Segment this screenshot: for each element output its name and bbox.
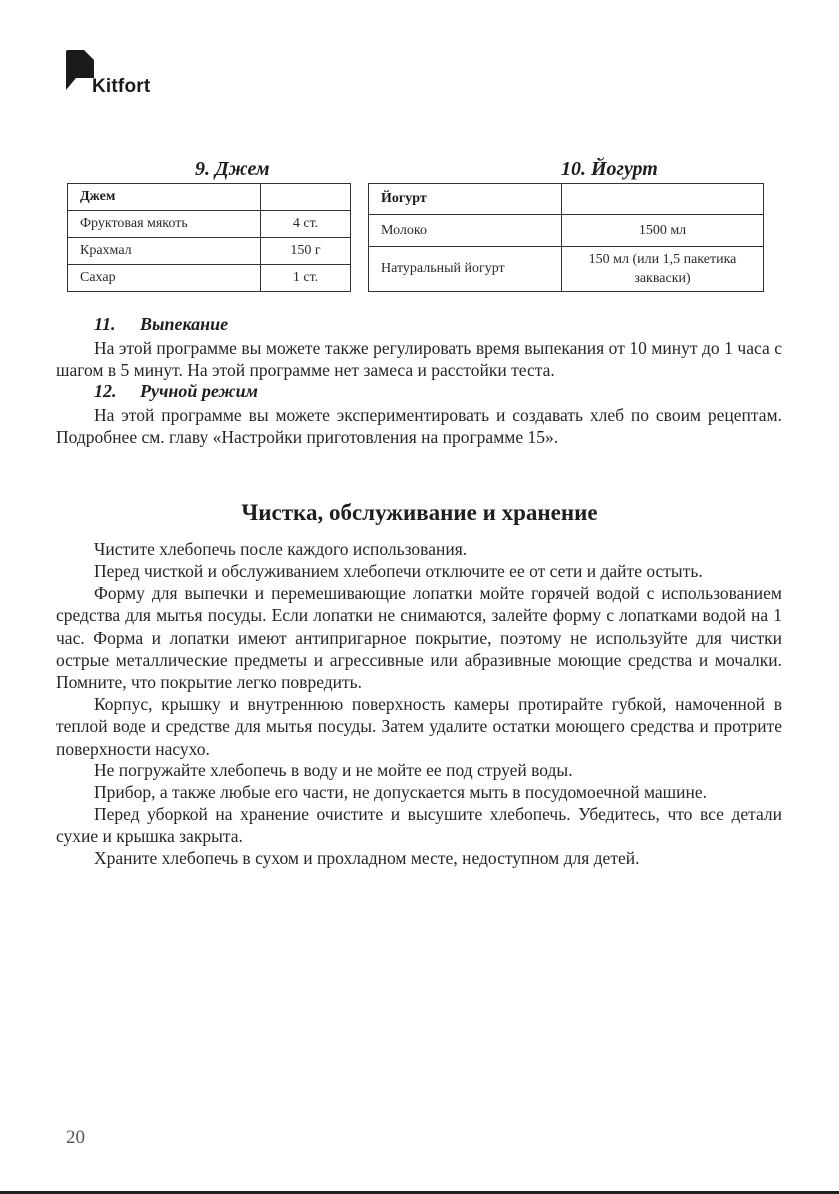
ingredient-cell: Фруктовая мякоть — [68, 211, 261, 238]
page-number: 20 — [66, 1127, 85, 1148]
amount-cell: 150 мл (или 1,5 пакетика закваски) — [562, 247, 764, 292]
table-row — [68, 265, 351, 292]
paragraph: Чистите хлебопечь после каждого использования. — [94, 539, 468, 559]
paragraph: Перед чисткой и обслуживанием хлебопечи отключите ее от сети и дайте остыть. — [94, 561, 703, 581]
table-row — [68, 238, 351, 265]
table-header-row — [369, 184, 764, 215]
yogurt-table — [368, 183, 764, 292]
item-number: 12. — [94, 381, 117, 401]
table-9-title: 9. Джем — [195, 158, 270, 180]
ingredient-cell: Крахмал — [68, 238, 261, 265]
item-11-text: На этой программе вы можете также регулировать время выпекания от 10 минут до 1 часа с шагом в 5 минут. На этой программе нет замеса и расстойки теста. — [56, 338, 782, 381]
paragraph: Храните хлебопечь в сухом и прохладном месте, недоступном для детей. — [94, 848, 640, 868]
paragraph: Перед уборкой на хранение очистите и высушите хлебопечь. Убедитесь, что все детали сухие и крышка закрыта. — [56, 804, 782, 847]
ingredient-cell: Молоко — [369, 215, 562, 247]
kitfort-logo — [66, 50, 176, 98]
table-header-cell: Джем — [68, 184, 261, 211]
amount-cell: 150 г — [261, 238, 351, 265]
section-title: Чистка, обслуживание и хранение — [241, 500, 598, 525]
table-row — [369, 247, 764, 292]
table-header-cell — [562, 184, 764, 215]
table-row — [369, 215, 764, 247]
ingredient-cell: Натуральный йогурт — [369, 247, 562, 292]
table-10-title: 10. Йогурт — [561, 158, 658, 180]
paragraph: Прибор, а также любые его части, не допускается мыть в посудомоечной машине. — [94, 782, 708, 802]
item-title: Выпекание — [140, 314, 229, 334]
item-12-heading — [94, 381, 258, 402]
table-header-cell: Йогурт — [369, 184, 562, 215]
paragraph: Корпус, крышку и внутреннюю поверхность камеры протирайте губкой, намоченной в теплой воде и средстве для мытья посуды. Затем удалите остатки моющего средства и протрите поверхности насухо. — [56, 694, 782, 759]
amount-cell: 1500 мл — [562, 215, 764, 247]
item-title: Ручной режим — [140, 381, 258, 401]
item-11-heading — [94, 314, 228, 335]
kitfort-logo-mark-icon — [66, 50, 94, 94]
ingredient-cell: Сахар — [68, 265, 261, 292]
amount-cell: 1 ст. — [261, 265, 351, 292]
table-header-row — [68, 184, 351, 211]
table-row — [68, 211, 351, 238]
amount-cell: 4 ст. — [261, 211, 351, 238]
item-12-text: На этой программе вы можете экспериментировать и создавать хлеб по своим рецептам. Подробнее см. главу «Настройки приготовления на программе 15». — [56, 405, 782, 448]
table-header-cell — [261, 184, 351, 211]
jam-table — [67, 183, 351, 292]
paragraph: Форму для выпечки и перемешивающие лопатки мойте горячей водой с использованием средства для мытья посуды. Если лопатки не снимаются, залейте форму с лопатками водой на 1 час. Форма и лопатки имеют антипригарное покрытие, поэтому не используйте для чистки острые металлические предметы и агрессивные или абразивные моющие средства и мочалки. Помните, что покрытие легко повредить. — [56, 583, 782, 693]
paragraph: Не погружайте хлебопечь в воду и не мойте ее под струей воды. — [94, 760, 573, 780]
item-number: 11. — [94, 314, 116, 334]
brand-name: Kitfort — [92, 76, 151, 97]
